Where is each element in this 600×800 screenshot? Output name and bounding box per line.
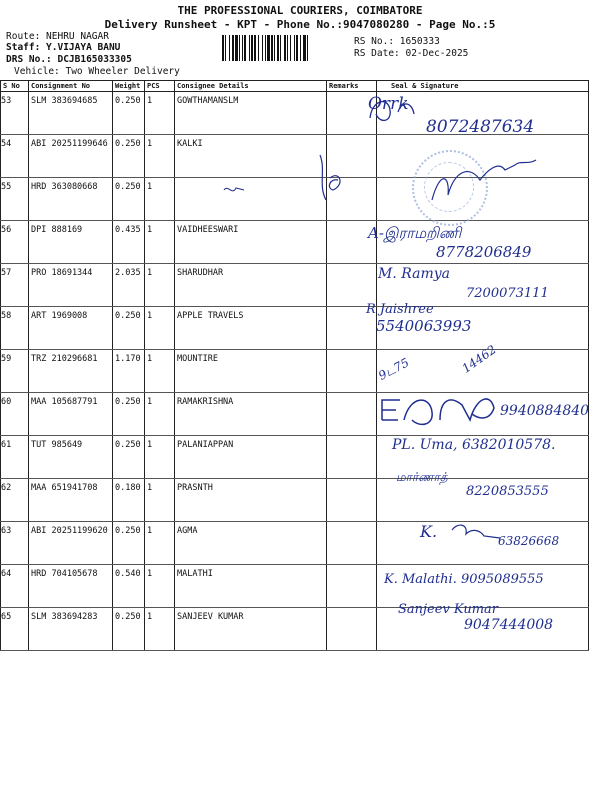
company-title: THE PROFESSIONAL COURIERS, COIMBATORE — [177, 4, 423, 17]
signature-64: K. Malathi. 9095089555 — [384, 572, 544, 587]
row-consignment: MAA 105687791 — [29, 393, 113, 436]
row-consignment: ABI 20251199620 — [29, 522, 113, 565]
drs-label: DRS No.: DCJB165033305 — [6, 54, 132, 65]
signature-scribble-60 — [382, 399, 494, 424]
row-pcs: 1 — [145, 393, 175, 436]
row-pcs: 1 — [145, 264, 175, 307]
row-consignee: AGMA — [175, 522, 327, 565]
row-consignment: SLM 383694283 — [29, 608, 113, 651]
row-consignee: GOWTHAMANSLM — [175, 92, 327, 135]
row-consignment: HRD 363080668 — [29, 178, 113, 221]
rs-date: RS Date: 02-Dec-2025 — [354, 48, 469, 59]
signature-56: A-இராமறிணி — [368, 224, 462, 242]
row-consignee: APPLE TRAVELS — [175, 307, 327, 350]
runsheet-title: Delivery Runsheet - KPT - Phone No.:9047080280 - Page No.:5 — [104, 18, 496, 31]
row-weight: 0.435 — [113, 221, 145, 264]
phone-53: 8072487634 — [426, 117, 535, 137]
row-consignee: SHARUDHAR — [175, 264, 327, 307]
row-weight: 1.170 — [113, 350, 145, 393]
row-sno: 56 — [1, 221, 29, 264]
phone-65: 9047444008 — [464, 617, 554, 633]
signature-53: Orrk — [368, 94, 409, 114]
row-sno: 54 — [1, 135, 29, 178]
row-sno: 64 — [1, 565, 29, 608]
col-consignment: Consignment No — [29, 81, 113, 92]
row-sno: 58 — [1, 307, 29, 350]
row-consignee: PALANIAPPAN — [175, 436, 327, 479]
row-sno: 57 — [1, 264, 29, 307]
row-pcs: 1 — [145, 565, 175, 608]
row-pcs: 1 — [145, 479, 175, 522]
row-consignment: ABI 20251199646 — [29, 135, 113, 178]
row-pcs: 1 — [145, 350, 175, 393]
col-remarks: Remarks — [327, 81, 377, 92]
row-consignee: SANJEEV KUMAR — [175, 608, 327, 651]
row-consignment: DPI 888169 — [29, 221, 113, 264]
row-sno: 63 — [1, 522, 29, 565]
staff-label: Staff: Y.VIJAYA BANU — [6, 42, 121, 53]
col-signature: Seal & Signature — [377, 81, 589, 92]
row-sno: 53 — [1, 92, 29, 135]
row-consignment: MAA 651941708 — [29, 479, 113, 522]
row-weight: 0.250 — [113, 608, 145, 651]
signature-62: மார்ணாத் — [396, 470, 448, 484]
signature-scribble-54 — [432, 160, 536, 200]
row-consignment: TUT 985649 — [29, 436, 113, 479]
signature-58: R Jaishree — [366, 302, 434, 317]
remarks-mark-55 — [320, 155, 340, 200]
phone-56: 8778206849 — [436, 243, 532, 261]
signature-61: PL. Uma, 6382010578. — [392, 437, 556, 453]
note-59: 14462 — [459, 342, 499, 376]
row-pcs: 1 — [145, 307, 175, 350]
signature-59: 9ட75 — [376, 355, 412, 383]
consignee-mark-55 — [224, 188, 244, 191]
row-sno: 60 — [1, 393, 29, 436]
route-label: Route: NEHRU NAGAR — [6, 31, 109, 42]
row-weight: 0.250 — [113, 522, 145, 565]
row-consignee: MOUNTIRE — [175, 350, 327, 393]
row-pcs: 1 — [145, 92, 175, 135]
row-weight: 0.180 — [113, 479, 145, 522]
row-sno: 55 — [1, 178, 29, 221]
vehicle-label: Vehicle: Two Wheeler Delivery — [14, 66, 180, 77]
row-pcs: 1 — [145, 522, 175, 565]
row-consignee: MALATHI — [175, 565, 327, 608]
row-weight: 2.035 — [113, 264, 145, 307]
row-weight: 0.250 — [113, 393, 145, 436]
row-consignment: TRZ 210296681 — [29, 350, 113, 393]
col-pcs: PCS — [145, 81, 175, 92]
phone-62: 8220853555 — [466, 484, 549, 499]
row-sno: 59 — [1, 350, 29, 393]
row-consignment: PRO 18691344 — [29, 264, 113, 307]
row-sno: 62 — [1, 479, 29, 522]
signature-57: M. Ramya — [378, 266, 450, 282]
phone-63: 63826668 — [498, 534, 560, 548]
row-consignee: PRASNTH — [175, 479, 327, 522]
row-consignment: HRD 704105678 — [29, 565, 113, 608]
phone-60: 9940884840 — [500, 403, 590, 419]
signature-63: K. — [420, 522, 438, 541]
row-weight: 0.250 — [113, 92, 145, 135]
signature-65: Sanjeev Kumar — [398, 602, 499, 617]
rs-number: RS No.: 1650333 — [354, 36, 440, 47]
signature-scribble-63 — [452, 525, 500, 538]
col-weight: Weight — [113, 81, 145, 92]
row-pcs: 1 — [145, 608, 175, 651]
row-consignee: KALKI — [175, 135, 327, 178]
row-consignment: ART 1969008 — [29, 307, 113, 350]
row-weight: 0.250 — [113, 135, 145, 178]
row-weight: 0.250 — [113, 436, 145, 479]
row-weight: 0.250 — [113, 178, 145, 221]
row-consignee: RAMAKRISHNA — [175, 393, 327, 436]
row-sno: 61 — [1, 436, 29, 479]
phone-58: 5540063993 — [376, 317, 472, 335]
col-consignee: Consignee Details — [175, 81, 327, 92]
row-consignment: SLM 383694685 — [29, 92, 113, 135]
row-pcs: 1 — [145, 436, 175, 479]
row-weight: 0.540 — [113, 565, 145, 608]
row-weight: 0.250 — [113, 307, 145, 350]
row-sno: 65 — [1, 608, 29, 651]
col-sno: S No — [1, 81, 29, 92]
row-pcs: 1 — [145, 135, 175, 178]
row-pcs: 1 — [145, 178, 175, 221]
row-consignee: VAIDHEESWARI — [175, 221, 327, 264]
phone-57: 7200073111 — [466, 286, 549, 301]
row-pcs: 1 — [145, 221, 175, 264]
